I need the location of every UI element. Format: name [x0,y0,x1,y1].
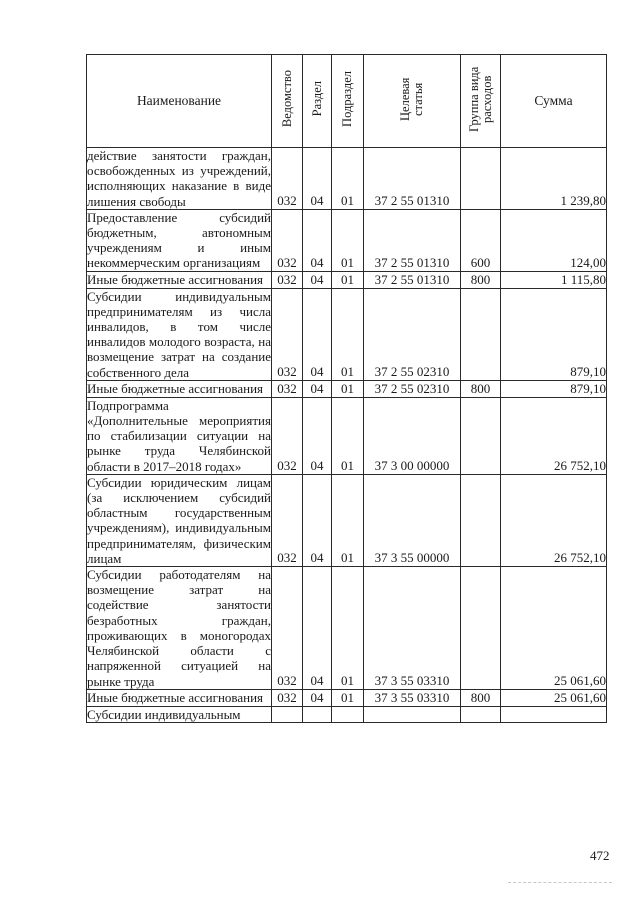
table-row [87,271,607,288]
budget-table [86,54,607,723]
row-vedomstvo-cell [272,397,303,474]
row-vedomstvo-cell [272,271,303,288]
row-podrazdel-cell [332,209,364,271]
row-podrazdel-cell [332,474,364,566]
row-podrazdel-text: 01 [341,550,354,566]
row-group-text: 800 [470,380,491,396]
row-razdel-cell [303,288,332,380]
table-row-partial [87,706,607,722]
row-target-text: 37 2 55 01310 [374,192,450,208]
row-target-text: 37 2 55 01310 [374,254,450,270]
row-razdel-cell [303,271,332,288]
row-name-cell [87,148,272,210]
row-sum-cell [501,567,607,690]
row-vedomstvo-cell [272,689,303,706]
row-razdel-cell [303,397,332,474]
row-podrazdel-cell [332,380,364,397]
table-row [87,288,607,380]
row-group-cell [461,474,501,566]
row-vedomstvo-cell [272,209,303,271]
header-sum: Сумма [501,55,607,148]
row-razdel-cell [303,148,332,210]
row-sum-text: 879,10 [570,380,606,396]
row-target-cell [364,397,461,474]
row-sum-text: 124,00 [570,254,606,270]
row-sum-text: 25 061,60 [554,689,606,705]
row-target-cell [364,380,461,397]
page-number: 472 [590,848,610,863]
table-body [87,148,607,723]
row-podrazdel-cell [332,148,364,210]
row-sum-cell [501,706,607,722]
row-name-text: действие занятости граждан, освобожденных из учреждений, исполняющих наказание в виде лишения свободы [87,148,271,209]
row-podrazdel-text: 01 [341,689,354,705]
row-razdel-text: 04 [310,192,324,208]
row-podrazdel-text: 01 [341,271,354,287]
header-group: Группа вида расходов [461,55,501,148]
row-vedomstvo-text: 032 [277,380,297,396]
header-podrazdel: Подраздел [332,55,364,148]
row-group-cell [461,148,501,210]
row-target-cell [364,567,461,690]
row-target-text: 37 3 55 03310 [374,689,450,705]
row-vedomstvo-cell [272,148,303,210]
row-group-cell [461,706,501,722]
row-podrazdel-cell [332,689,364,706]
row-target-cell [364,271,461,288]
row-razdel-cell [303,567,332,690]
row-podrazdel-text: 01 [341,254,354,270]
row-podrazdel-cell [332,271,364,288]
row-name-cell [87,689,272,706]
row-sum-cell [501,380,607,397]
row-razdel-text: 04 [310,363,324,379]
table-row [87,209,607,271]
row-vedomstvo-text: 032 [277,457,297,473]
row-sum-text: 1 239,80 [560,192,606,208]
row-vedomstvo-cell [272,474,303,566]
table-row [87,148,607,210]
row-sum-cell [501,271,607,288]
row-target-text: 37 3 55 00000 [374,550,450,566]
row-name-text: Подпрограмма «Дополнительные мероприятия по стабилизации ситуации на рынке труда Челябинской области в 2017–2018 годах» [87,397,271,474]
row-podrazdel-text: 01 [341,672,354,688]
row-group-cell [461,209,501,271]
row-razdel-text: 04 [310,550,324,566]
row-sum-text: 1 115,80 [560,271,606,287]
row-razdel-cell [303,689,332,706]
table-row [87,397,607,474]
row-target-cell [364,706,461,722]
row-group-text: 800 [470,271,491,287]
row-target-text: 37 2 55 02310 [374,363,450,379]
row-sum-cell [501,209,607,271]
row-name-cell [87,380,272,397]
header-razdel: Раздел [303,55,332,148]
row-razdel-cell [303,209,332,271]
row-razdel-text: 04 [310,672,324,688]
table-row [87,380,607,397]
row-vedomstvo-text: 032 [277,192,297,208]
table-row [87,567,607,690]
row-sum-text: 25 061,60 [554,672,606,688]
row-target-text: 37 3 55 03310 [374,672,450,688]
row-sum-text: 26 752,10 [554,457,606,473]
row-name-cell [87,474,272,566]
row-razdel-text: 04 [310,457,324,473]
row-vedomstvo-text: 032 [277,271,297,287]
row-sum-cell [501,474,607,566]
row-razdel-cell [303,380,332,397]
row-razdel-text: 04 [310,254,324,270]
row-podrazdel-text: 01 [341,457,354,473]
row-target-cell [364,148,461,210]
row-razdel-text: 04 [310,689,324,705]
row-sum-text: 26 752,10 [554,550,606,566]
row-vedomstvo-cell [272,288,303,380]
row-vedomstvo-text: 032 [277,254,297,270]
row-name-text: Субсидии юридическим лицам (за исключением субсидий областным государственным учреждениям), индивидуальным предпринимателям, физическим лицам [87,474,271,566]
header-target: Целевая статья [364,55,461,148]
row-target-text: 37 2 55 02310 [374,380,450,396]
row-name-cell [87,288,272,380]
row-razdel-text: 04 [310,380,324,396]
row-name-text: Субсидии индивидуальным [87,706,241,722]
row-sum-cell [501,397,607,474]
row-sum-cell [501,689,607,706]
row-vedomstvo-text: 032 [277,550,297,566]
row-podrazdel-cell [332,567,364,690]
row-name-cell [87,397,272,474]
row-target-cell [364,288,461,380]
row-name-cell [87,271,272,288]
row-target-cell [364,474,461,566]
row-group-cell [461,397,501,474]
row-target-text: 37 3 00 00000 [374,457,450,473]
row-podrazdel-cell [332,397,364,474]
row-name-text: Субсидии работодателям на возмещение затрат на содействие занятости безработных граждан, проживающих в моногородах Челябинской области с напряженной ситуацией на рынке труда [87,567,271,689]
row-name-text: Иные бюджетные ассигнования [87,689,264,705]
table-header-row [87,55,607,148]
row-vedomstvo-cell [272,380,303,397]
header-vedomstvo: Ведомство [272,55,303,148]
row-podrazdel-text: 01 [341,192,354,208]
row-target-cell [364,209,461,271]
row-group-cell [461,288,501,380]
row-name-text: Иные бюджетные ассигнования [87,380,264,396]
row-vedomstvo-text: 032 [277,672,297,688]
row-name-text: Иные бюджетные ассигнования [87,271,264,287]
row-name-text: Субсидии индивидуальным предпринимателям из числа инвалидов, в том числе инвалидов молодого возраста, на возмещение затрат на создание собственного дела [87,288,271,380]
row-sum-text: 879,10 [570,363,606,379]
row-group-text: 800 [470,689,491,705]
row-podrazdel-cell [332,706,364,722]
scan-mark [508,882,612,883]
row-razdel-cell [303,706,332,722]
row-group-cell [461,567,501,690]
row-razdel-text: 04 [310,271,324,287]
table-row [87,474,607,566]
header-name: Наименование [87,55,272,148]
row-vedomstvo-cell [272,567,303,690]
row-vedomstvo-cell [272,706,303,722]
row-razdel-cell [303,474,332,566]
row-name-cell [87,209,272,271]
row-podrazdel-text: 01 [341,380,354,396]
row-group-cell [461,271,501,288]
row-vedomstvo-text: 032 [277,689,297,705]
row-vedomstvo-text: 032 [277,363,297,379]
row-name-cell [87,706,272,722]
row-name-cell [87,567,272,690]
row-group-cell [461,689,501,706]
row-name-text: Предоставление субсидий бюджетным, автономным учреждениям и иным некоммерческим организациям [87,209,271,271]
row-group-cell [461,380,501,397]
row-sum-cell [501,288,607,380]
row-target-text: 37 2 55 01310 [374,271,450,287]
table-row [87,689,607,706]
row-podrazdel-cell [332,288,364,380]
row-target-cell [364,689,461,706]
row-sum-cell [501,148,607,210]
row-group-text: 600 [470,254,491,270]
row-podrazdel-text: 01 [341,363,354,379]
